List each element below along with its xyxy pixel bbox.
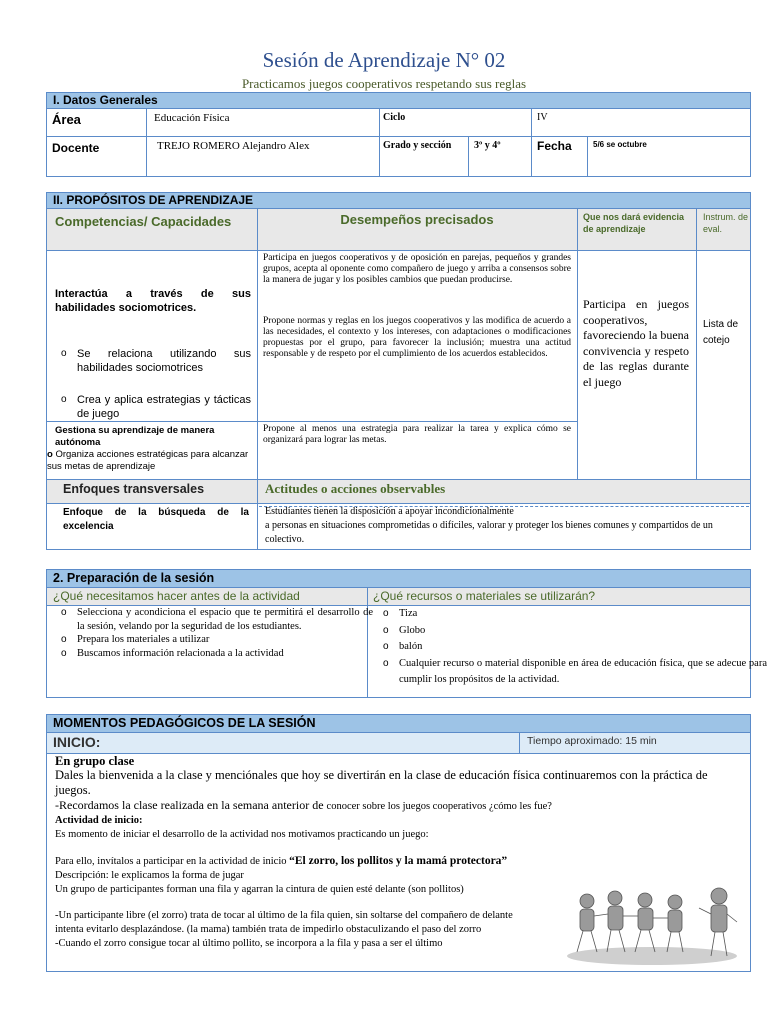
recordamos-text: -Recordamos la clase realizada en la semana anterior de conocer sobre los juegos cooperativos ¿cómo les fue? [55, 798, 552, 812]
inicio-label: INICIO: [53, 734, 101, 750]
list-item: o Tiza [399, 606, 767, 623]
list-item: o Cualquier recurso o material disponible en área de educación física, que se adecue para cumplir los propósitos de la actividad. [399, 656, 767, 689]
preparacion-table [46, 587, 767, 698]
enfoques-label: Enfoques transversales [63, 482, 205, 496]
area-label: Área [52, 112, 81, 127]
list-item: o Buscamos información relacionada a la actividad [77, 647, 373, 661]
col-instrum: Instrum. de eval. [703, 212, 749, 234]
col-competencias: Competencias/ Capacidades [55, 214, 232, 229]
docente-value: TREJO ROMERO Alejandro Alex [157, 140, 310, 152]
momentos-heading: MOMENTOS PEDAGÓGICOS DE LA SESIÓN [46, 714, 751, 733]
list-item: o balón [399, 639, 767, 656]
zorro-text: -Un participante libre (el zorro) trata de tocar al último de la fila quien, sin soltarse del compañero de delante intenta evitarlo desplazándose. (la mama) también trata de impedirlo obstaculizando el paso del zorro [55, 910, 513, 935]
list-item: o Globo [399, 623, 767, 640]
ciclo-value: IV [537, 112, 548, 123]
col-desempenos: Desempeños precisados [340, 212, 494, 227]
antes-list [55, 606, 373, 660]
area-value: Educación Física [154, 112, 230, 124]
enfoque-name: Enfoque de la búsqueda de la excelencia [63, 507, 249, 532]
list-item: o Prepara los materiales a utilizar [77, 633, 373, 647]
col-antes: ¿Qué necesitamos hacer antes de la actividad [53, 589, 300, 603]
grado-value: 3º y 4º [474, 140, 501, 151]
capacidad-item: o Crea y aplica estrategias y tácticas de juego [77, 393, 251, 421]
momentos-table [46, 732, 751, 972]
list-item: o Selecciona y acondiciona el espacio que te permitirá el desarrollo de la sesión, velando por la seguridad de los estudiantes. [77, 606, 373, 633]
tiempo-label: Tiempo aproximado: 15 min [527, 735, 657, 747]
desempeno-2: Propone normas y reglas en los juegos cooperativos y las modifica de acuerdo a las necesidades, el contexto y los intereses, con adaptaciones o modificaciones propuestas por el grupo, para favorecer la inclusión; muestra una actitud responsable y de respeto por el cumplimiento de los acuerdos establecidos. [263, 316, 571, 359]
datos-generales-table [46, 108, 751, 177]
ciclo-label: Ciclo [383, 112, 406, 123]
competencia-interactua: Interactúa a través de sus habilidades sociomotrices. [55, 288, 251, 314]
grupo-clase: En grupo clase [55, 754, 135, 768]
ultimo-text: -Cuando el zorro consigue tocar al último pollito, se incorpora a la fila y pasa a ser el último [55, 938, 443, 949]
actividad-label: Actividad de inicio: [55, 815, 143, 826]
fecha-value: 5/6 se octubre [593, 140, 647, 149]
capacidad-item: Organiza acciones estratégicas para alcanzar sus metas de aprendizaje [47, 449, 249, 472]
competencia-gestiona: Gestiona su aprendizaje de manera autónoma [55, 425, 215, 448]
recursos-list [377, 606, 767, 689]
col-evidencia: Que nos dará evidencia de aprendizaje [583, 212, 685, 234]
grado-label: Grado y sección [383, 140, 452, 151]
capacidades-list [55, 347, 251, 375]
actitudes-label: Actitudes o acciones observables [265, 481, 446, 496]
capacidad-item: o Se relaciona utilizando sus habilidades sociomotrices [77, 347, 251, 375]
invitalos-text: Para ello, invítalos a participar en la actividad de inicio “El zorro, los pollitos y la mamá protectora” [55, 855, 508, 867]
col-recursos: ¿Qué recursos o materiales se utilizarán? [373, 589, 596, 603]
actividad-text: Es momento de iniciar el desarrollo de la actividad nos motivamos practicando un juego: [55, 829, 429, 840]
instrumento-text: Lista de cotejo [703, 319, 739, 346]
descripcion-text: Descripción: le explicamos la forma de jugar [55, 870, 244, 881]
desempeno-3: Propone al menos una estrategia para realizar la tarea y explica cómo se organizará para lograr las metas. [263, 424, 571, 445]
page-title: Sesión de Aprendizaje N° 02 [262, 48, 506, 72]
page-subtitle: Practicamos juegos cooperativos respetando sus reglas [241, 76, 527, 91]
propositos-table: Competencias/ Capacidades Desempeños precisados Que nos dará evidencia de aprendizaje Instrum. de eval. Interactúa a través de sus habilidades sociomotrices. o Se relaciona utilizando sus habilidades sociomotrices o Crea y aplica estrategias y tácticas de juego Gestiona su aprendizaje de manera autónoma o Organiza acciones estratégicas para alcanzar sus metas de aprendizaje Participa en juegos cooperativos y de oposición en parejas, pequeños y grandes grupos, acepta al oponente como compañero de juego y arriba a consensos sobre la manera de jugar y los posibles cambios que puedan producirse. Propone normas y reglas en los juegos cooperativos y las modifica de acuerdo a las necesidades, el contexto y los intereses, con adaptaciones o modificaciones propuestas por el grupo, para favorecer la inclusión; muestra una actitud responsable y de respeto por el cumplimiento de los acuerdos establecidos. Propone al menos una estrategia para realizar la tarea y explica cómo se organizará para lograr las metas. Participa en juegos cooperativos, favoreciendo la buena convivencia y respeto de las reglas durante el juego Lista de cotejo Enfoques transversales Actitudes o acciones observables Enfoque de la búsqueda de la excelencia Estudiantes tienen la disposición a apoyar incondicionalmente a personas en situaciones comprometidas o difíciles, valorar y proteger los bienes comunes y compartidos de un colectivo. [46, 208, 751, 550]
grupo-text: Un grupo de participantes forman una fila y agarran la cintura de quien esté delante (son pollitos) [55, 884, 464, 895]
docente-label: Docente [52, 141, 100, 155]
evidencia-text: Participa en juegos cooperativos, favoreciendo la buena convivencia y respeto de las reglas durante el juego [583, 297, 689, 389]
datos-generales-heading: I. Datos Generales [46, 92, 751, 109]
children-playing-illustration [567, 886, 745, 966]
desempeno-1: Participa en juegos cooperativos y de oposición en parejas, pequeños y grandes grupos, acepta al oponente como compañero de juego y arriba a consensos sobre la manera de jugar y los posibles cambios que puedan producirse. [263, 253, 571, 285]
fecha-label: Fecha [537, 139, 572, 153]
enfoque-description: Estudiantes tienen la disposición a apoyar incondicionalmente a personas en situaciones comprometidas o difíciles, valorar y proteger los bienes comunes y compartidos de un colectivo. [265, 506, 713, 545]
preparacion-heading: 2. Preparación de la sesión [46, 569, 751, 588]
propositos-heading: II. PROPÓSITOS DE APRENDIZAJE [46, 192, 751, 209]
bienvenida-text: Dales la bienvenida a la clase y menciónales que hoy se divertirán en la clase de educación física continuaremos con la práctica de juegos. [55, 768, 708, 797]
